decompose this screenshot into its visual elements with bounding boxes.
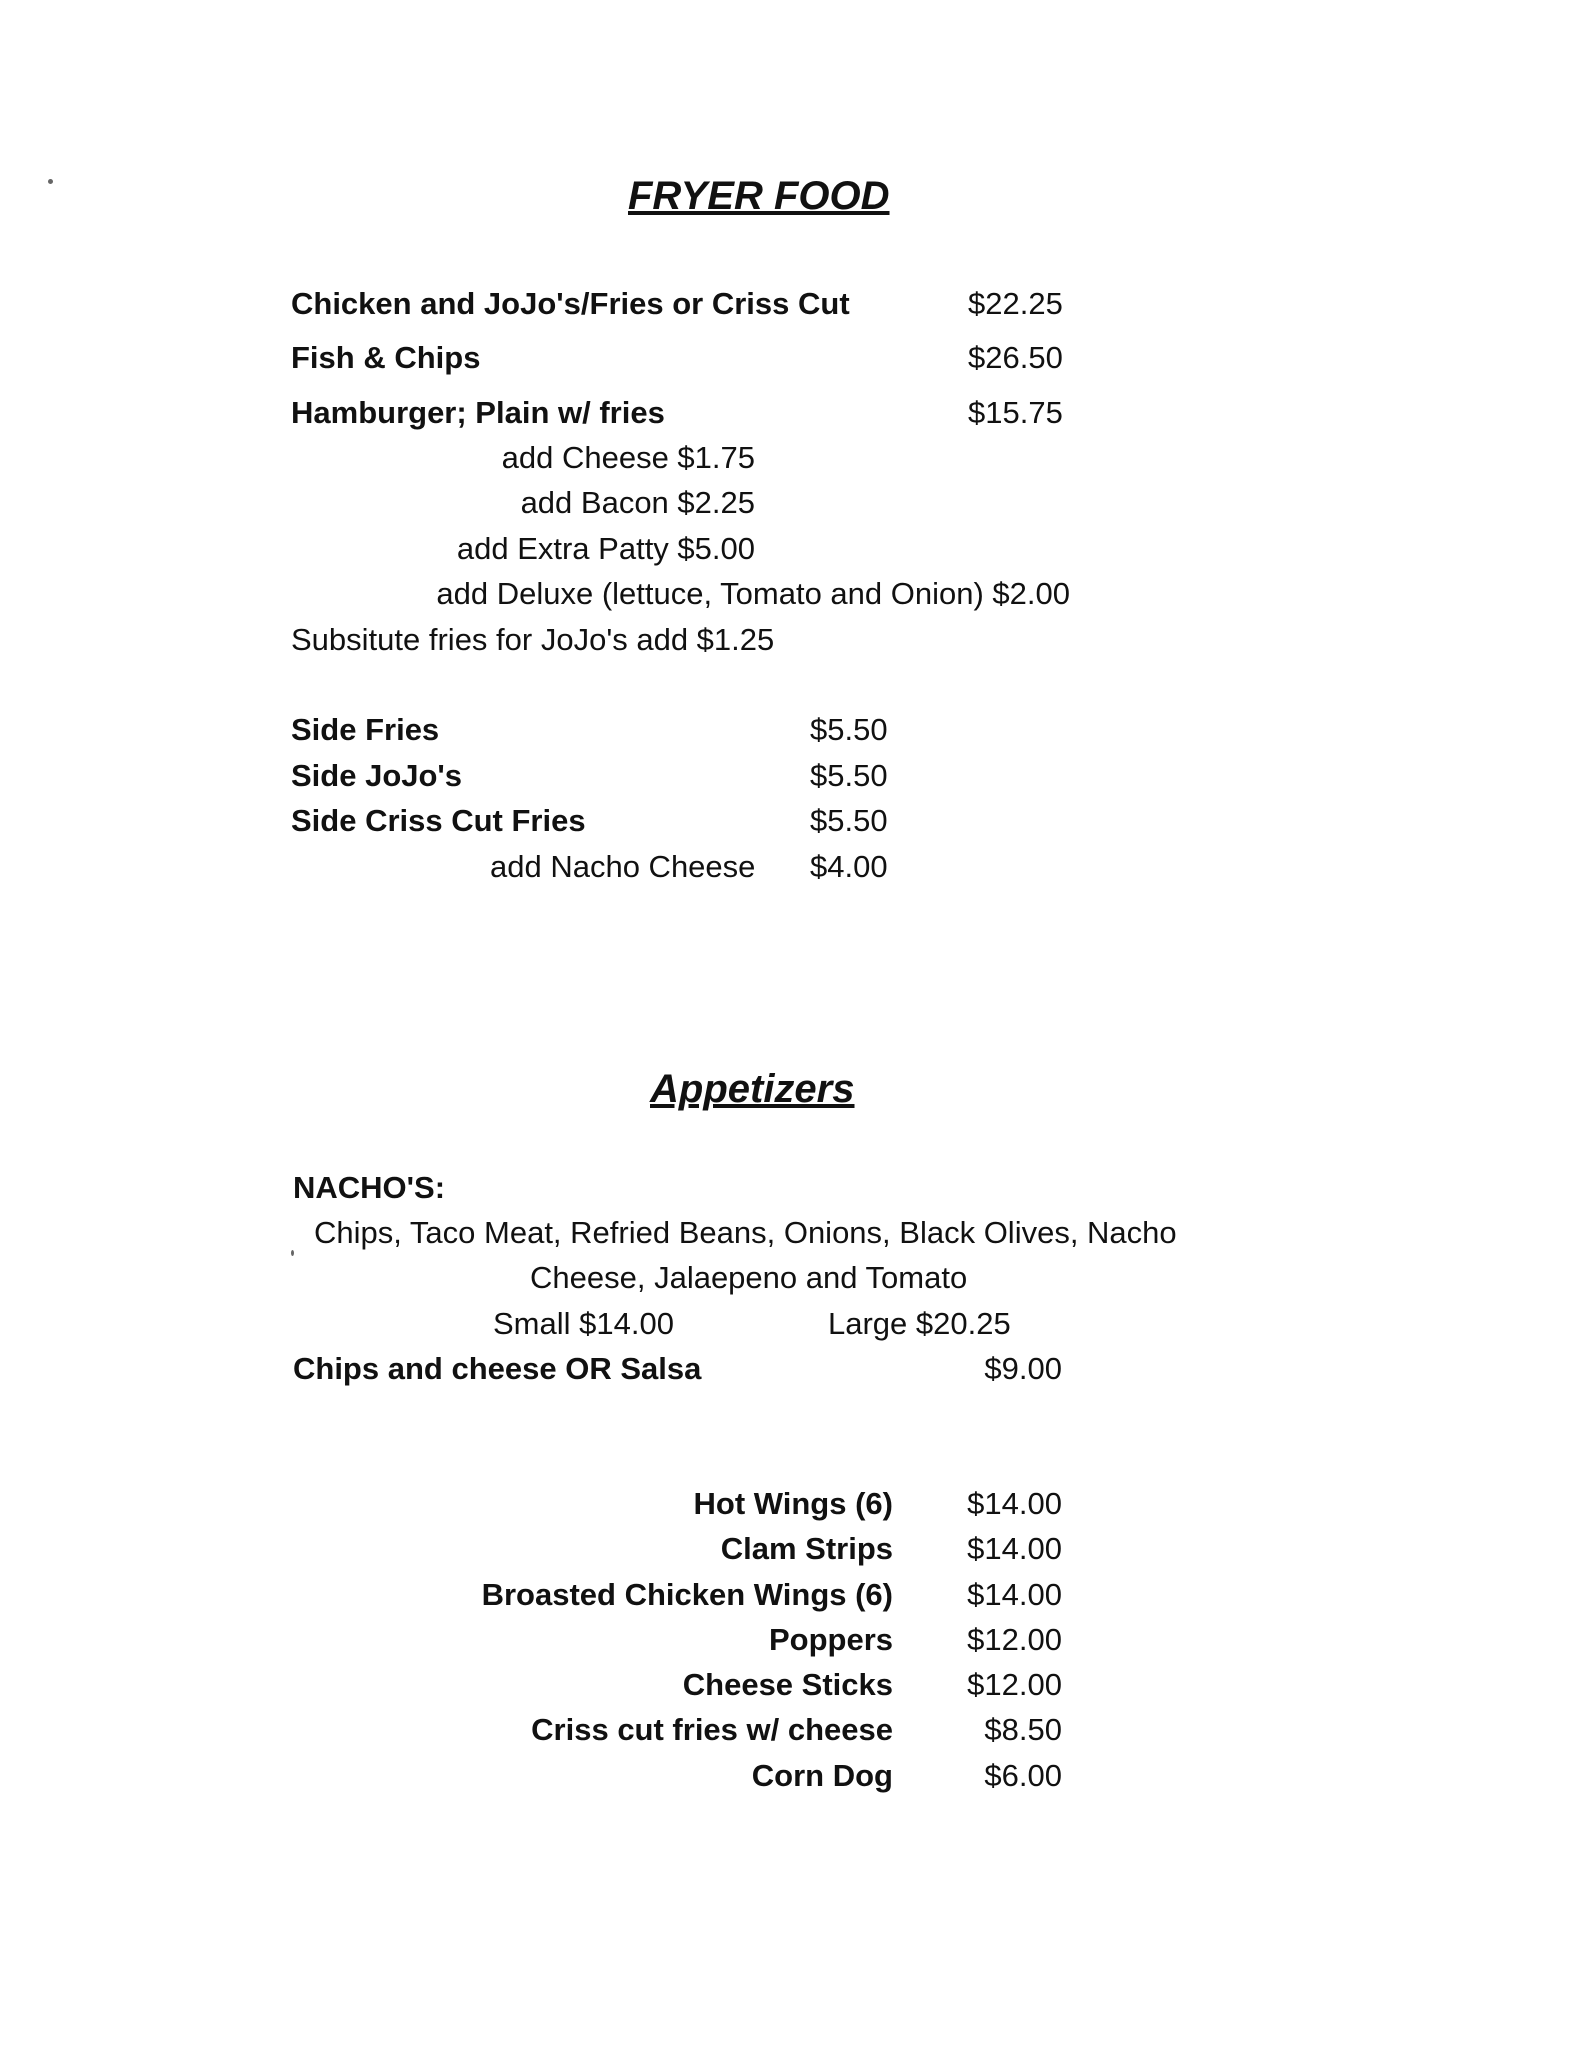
appetizer-price: $14.00 (967, 1577, 1062, 1612)
appetizer-name: Hot Wings (6) (693, 1486, 893, 1521)
appetizer-price: $12.00 (967, 1622, 1062, 1657)
appetizer-name: Clam Strips (720, 1531, 893, 1566)
nachos-description: Cheese, Jalaepeno and Tomato (530, 1260, 968, 1295)
appetizer-name: Cheese Sticks (682, 1667, 893, 1702)
side-item-price: $5.50 (810, 803, 888, 838)
burger-addon: add Cheese $1.75 (501, 440, 755, 475)
burger-addon: add Extra Patty $5.00 (456, 531, 755, 566)
menu-item-price: $22.25 (968, 286, 1063, 321)
fryer-food-heading: FRYER FOOD (628, 174, 890, 218)
substitute-note: Subsitute fries for JoJo's add $1.25 (291, 622, 775, 657)
burger-addon: add Bacon $2.25 (520, 485, 755, 520)
menu-item-price: $26.50 (968, 340, 1063, 375)
chips-item-price: $9.00 (984, 1351, 1062, 1386)
menu-item-price: $15.75 (968, 395, 1063, 430)
side-item-name: Side Fries (291, 712, 440, 747)
nachos-small-price: Small $14.00 (493, 1306, 674, 1341)
nachos-large-price: Large $20.25 (828, 1306, 1011, 1341)
side-item-name: Side JoJo's (291, 758, 463, 793)
nachos-description: Chips, Taco Meat, Refried Beans, Onions, Black Olives, Nacho (314, 1215, 1177, 1250)
scan-speck (48, 179, 53, 184)
appetizers-heading: Appetizers (650, 1067, 855, 1111)
side-item-price: $5.50 (810, 758, 888, 793)
nacho-cheese-addon: add Nacho Cheese (490, 849, 756, 884)
burger-addon: add Deluxe (lettuce, Tomato and Onion) $2.00 (436, 576, 1070, 611)
appetizer-name: Broasted Chicken Wings (6) (481, 1577, 893, 1612)
scan-speck (291, 1250, 294, 1256)
appetizer-name: Criss cut fries w/ cheese (531, 1712, 893, 1747)
appetizer-price: $12.00 (967, 1667, 1062, 1702)
nachos-label: NACHO'S: (293, 1170, 446, 1205)
appetizer-price: $6.00 (984, 1758, 1062, 1793)
menu-item-name: Chicken and JoJo's/Fries or Criss Cut (291, 286, 850, 321)
appetizer-name: Poppers (768, 1622, 893, 1657)
appetizer-name: Corn Dog (751, 1758, 893, 1793)
appetizer-price: $8.50 (984, 1712, 1062, 1747)
appetizer-price: $14.00 (967, 1486, 1062, 1521)
side-item-name: Side Criss Cut Fries (291, 803, 586, 838)
appetizer-price: $14.00 (967, 1531, 1062, 1566)
menu-item-name: Hamburger; Plain w/ fries (291, 395, 665, 430)
side-item-price: $5.50 (810, 712, 888, 747)
menu-item-name: Fish & Chips (291, 340, 481, 375)
chips-item-name: Chips and cheese OR Salsa (293, 1351, 702, 1386)
nacho-cheese-price: $4.00 (810, 849, 888, 884)
